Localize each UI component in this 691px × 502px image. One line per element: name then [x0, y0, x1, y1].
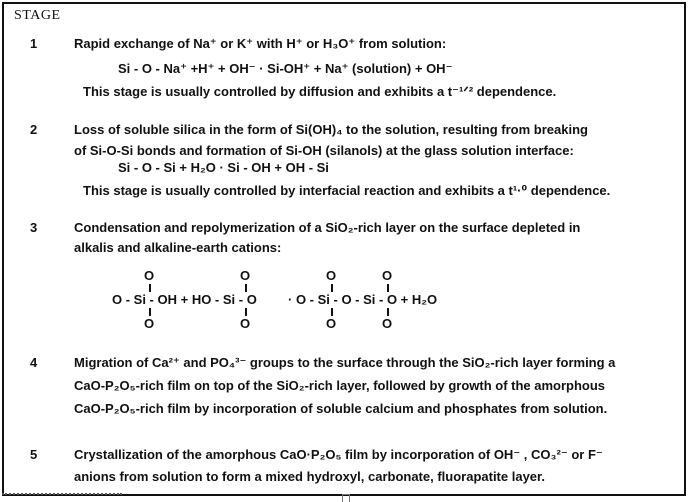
bond-1-down — [149, 308, 151, 316]
bond-3-up — [331, 284, 333, 292]
condensation-structure — [112, 268, 472, 334]
stage-heading: STAGE — [14, 8, 61, 23]
structure-bottom-o-4: O — [382, 316, 393, 331]
bond-1-up — [149, 284, 151, 292]
structure-top-o-1: O — [144, 268, 155, 283]
stage-5-line-2: anions from solution to form a mixed hydroxyl, carbonate, fluorapatite layer. — [74, 469, 545, 484]
structure-left-part: O - Si - OH + HO - Si - O — [112, 292, 257, 307]
structure-top-o-2: O — [240, 268, 251, 283]
structure-right-part: · O - Si - O - Si - O + H₂O — [288, 292, 438, 307]
stage-4-line-1: Migration of Ca²⁺ and PO₄³⁻ groups to the surface through the SiO₂-rich layer forming a — [74, 355, 616, 370]
scan-artifact-dots — [2, 493, 122, 498]
structure-bottom-o-1: O — [144, 316, 155, 331]
stage-1-equation: Si - O - Na⁺ +H⁺ + OH⁻ · Si-OH⁺ + Na⁺ (solution) + OH⁻ — [118, 61, 453, 76]
stage-3-number: 3 — [30, 220, 38, 235]
stage-5-line-1: Crystallization of the amorphous CaO·P₂O₅ film by incorporation of OH⁻ , CO₃²⁻ or F⁻ — [74, 447, 603, 462]
stage-4-number: 4 — [30, 355, 38, 370]
stage-2-number: 2 — [30, 122, 38, 137]
bond-2-down — [245, 308, 247, 316]
structure-bottom-o-3: O — [326, 316, 337, 331]
stage-2-note: This stage is usually controlled by interfacial reaction and exhibits a t¹·⁰ dependence. — [83, 183, 611, 198]
stage-1-note: This stage is usually controlled by diffusion and exhibits a t⁻¹ᐟ² dependence. — [83, 84, 557, 99]
stage-5-number: 5 — [30, 447, 38, 462]
stage-1-line-1: Rapid exchange of Na⁺ or K⁺ with H⁺ or H₃O⁺ from solution: — [74, 36, 447, 51]
stage-2-equation: Si - O - Si + H₂O · Si - OH + OH - Si — [118, 160, 329, 175]
structure-top-o-3: O — [326, 268, 337, 283]
structure-top-o-4: O — [382, 268, 393, 283]
bond-2-up — [245, 284, 247, 292]
stage-1-number: 1 — [30, 36, 38, 51]
stage-2-line-2: of Si-O-Si bonds and formation of Si-OH (silanols) at the glass solution interface: — [74, 143, 574, 158]
stage-3-line-1: Condensation and repolymerization of a SiO₂-rich layer on the surface depleted in — [74, 220, 581, 235]
bond-3-down — [331, 308, 333, 316]
bond-4-up — [387, 284, 389, 292]
stage-4-line-3: CaO-P₂O₅-rich film by incorporation of soluble calcium and phosphates from solution. — [74, 401, 608, 416]
bond-4-down — [387, 308, 389, 316]
structure-bottom-o-2: O — [240, 316, 251, 331]
stage-4-line-2: CaO-P₂O₅-rich film on top of the SiO₂-rich layer, followed by growth of the amorphous — [74, 378, 606, 393]
stage-2-line-1: Loss of soluble silica in the form of Si(OH)₄ to the solution, resulting from breaking — [74, 122, 588, 137]
stage-3-line-2: alkalis and alkaline-earth cations: — [74, 240, 282, 255]
